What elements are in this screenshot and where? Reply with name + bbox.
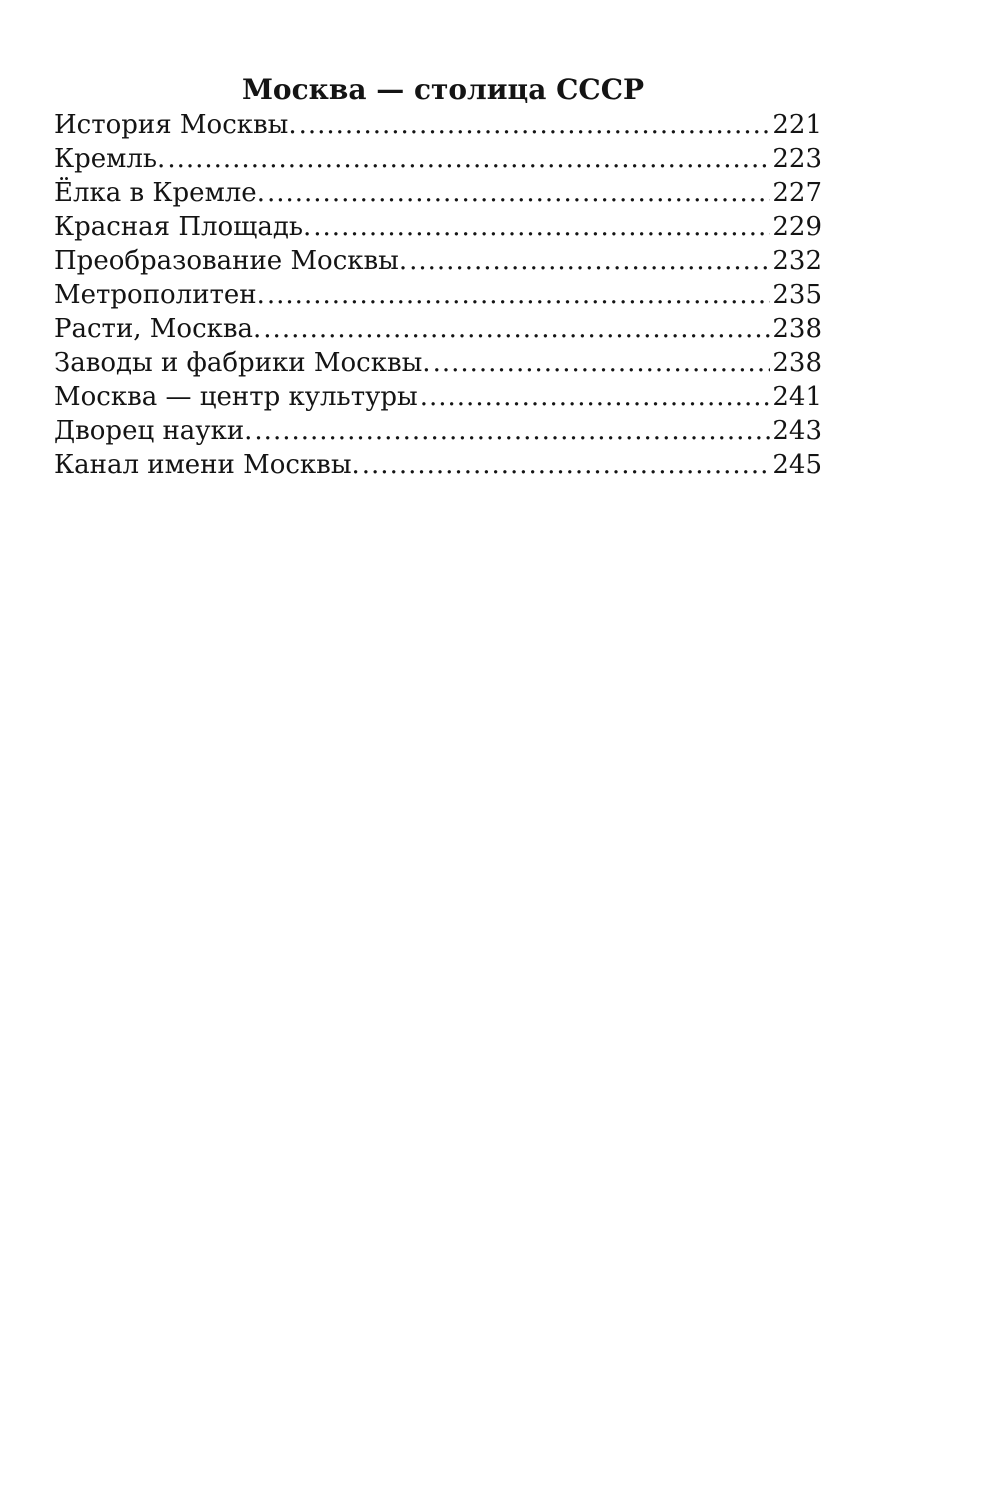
toc-page-number: 238 <box>772 314 822 344</box>
dot-leader <box>362 448 771 482</box>
toc-page-number: 238 <box>772 348 822 378</box>
toc-page-number: 229 <box>772 212 822 242</box>
toc-page-number: 227 <box>772 178 822 208</box>
toc-page-number: 245 <box>772 450 822 480</box>
toc-entry-title: Ёлка в Кремле. <box>54 178 265 208</box>
dot-leader <box>254 414 770 448</box>
toc-page-number: 241 <box>772 382 822 412</box>
toc-entry <box>54 210 822 244</box>
toc-entry-title: Канал имени Москвы. <box>54 450 360 480</box>
toc-entry-title: Метрополитен. <box>54 280 265 310</box>
toc-page-number: 243 <box>772 416 822 446</box>
toc-entry <box>54 414 822 448</box>
table-of-contents <box>54 72 822 482</box>
toc-entry <box>54 176 822 210</box>
toc-entry <box>54 108 822 142</box>
toc-entry-title: Красная Площадь. <box>54 212 312 242</box>
toc-page-number: 232 <box>772 246 822 276</box>
toc-entry-title: Москва — центр культуры <box>54 382 418 412</box>
dot-leader <box>267 278 770 312</box>
section-title: Москва — столица СССР <box>241 73 645 106</box>
toc-entry <box>54 278 822 312</box>
toc-page-number: 235 <box>772 280 822 310</box>
toc-entry-title: Преобразование Москвы. <box>54 246 408 276</box>
toc-entry-title: Дворец науки. <box>54 416 253 446</box>
toc-entry-title: Заводы и фабрики Москвы. <box>54 348 431 378</box>
dot-leader <box>263 312 770 346</box>
toc-entry <box>54 448 822 482</box>
toc-page-number: 223 <box>772 144 822 174</box>
toc-entry <box>54 244 822 278</box>
toc-entry-title: История Москвы. <box>54 110 297 140</box>
dot-leader <box>409 244 770 278</box>
dot-leader <box>267 176 770 210</box>
toc-entry <box>54 142 822 176</box>
dot-leader <box>313 210 770 244</box>
dot-leader <box>167 142 770 176</box>
toc-entry-title: Кремль. <box>54 144 166 174</box>
toc-entry <box>54 312 822 346</box>
toc-page-number: 221 <box>772 110 822 140</box>
toc-entry-title: Расти, Москва. <box>54 314 262 344</box>
toc-entry <box>54 346 822 380</box>
toc-list <box>54 108 822 482</box>
dot-leader <box>433 346 771 380</box>
dot-leader <box>299 108 771 142</box>
dot-leader <box>420 380 771 414</box>
toc-entry <box>54 380 822 414</box>
